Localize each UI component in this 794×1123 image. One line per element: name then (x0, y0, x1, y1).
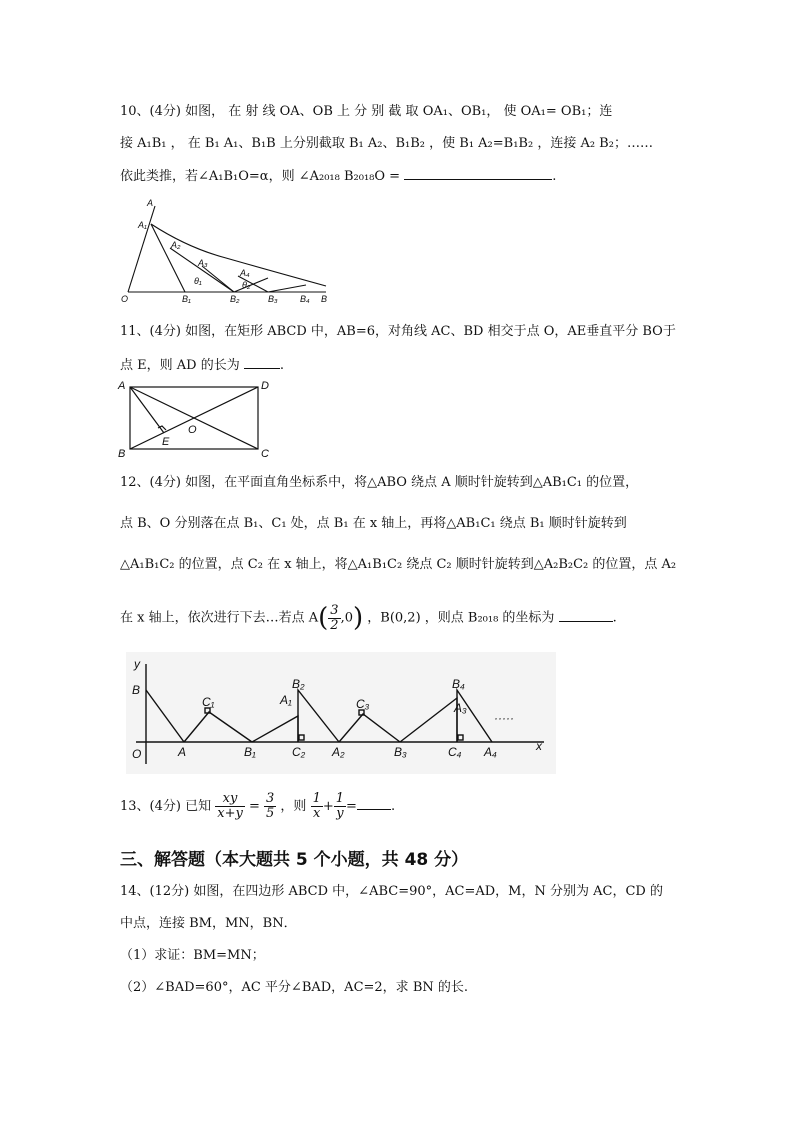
seg-ae (130, 387, 164, 433)
q11-figure (118, 377, 278, 459)
label-b4: B₄ (452, 677, 465, 691)
label-b4: B₄ (300, 294, 310, 304)
label-a1: A₁ (138, 220, 147, 230)
label-c4: C₄ (448, 745, 462, 759)
label-a1: A₁ (280, 693, 292, 707)
label-ellipsis: ····· (494, 711, 514, 725)
q12-fraction: $\frac{3}{2}$ (330, 602, 339, 633)
q13-fraction-1-y: $\frac{1}{y}$ (335, 791, 345, 821)
label-theta2: θ₂ (242, 280, 251, 290)
label-b3: B₃ (394, 745, 407, 759)
label-b: B (132, 683, 141, 697)
q13-fraction-3-5: $\frac{3}{5}$ (266, 791, 275, 821)
q11-text-2: 点 E，则 AD 的长为 (120, 358, 240, 373)
label-b: B (118, 448, 126, 460)
section-title: 三、解答题（本大题共 5 个小题，共 48 分） (120, 850, 469, 870)
q10-number: 10、(4分) (120, 104, 181, 119)
q13-fraction-1-x: $\frac{1}{x}$ (312, 791, 321, 821)
label-a4: A₄ (240, 268, 250, 278)
label-b2: B₂ (292, 677, 305, 691)
q11-period: . (279, 358, 284, 373)
q13-plus: + (322, 799, 334, 814)
q14-part2: （2）∠BAD=60°，AC 平分∠BAD，AC=2，求 BN 的长. (120, 980, 469, 995)
q12-text-4b: ,0 (340, 610, 353, 626)
label-o: O (132, 747, 142, 761)
label-c: C (261, 448, 269, 460)
label-b3: B₃ (268, 294, 278, 304)
q10-answer-blank[interactable] (404, 166, 552, 180)
label-theta1: θ₁ (194, 276, 202, 286)
q11-line2 (120, 355, 284, 375)
label-o: O (188, 424, 197, 436)
q10-text-1: 如图， 在 射 线 OA、OB 上 分 别 截 取 OA₁、OB₁， 使 OA₁= OB₁；连 (185, 104, 613, 119)
q12-figure (126, 652, 556, 774)
label-c2: C₂ (292, 745, 306, 759)
label-b1: B₁ (244, 745, 256, 759)
q13-period: . (390, 799, 396, 814)
label-a3: A₃ (198, 258, 208, 268)
q10-text-3: 依此类推，若∠A₁B₁O=α，则 ∠A₂₀₁₈ B₂₀₁₈O = (120, 169, 401, 184)
q10-figure (118, 198, 338, 306)
label-a: A (178, 745, 187, 759)
q13-line (120, 786, 395, 828)
label-c1: C₁ (202, 695, 215, 709)
ray-oa (128, 206, 155, 292)
q13-equals-2: = (346, 799, 357, 814)
q13-text-a: 13、(4分) 已知 (120, 799, 212, 814)
label-b: B (321, 294, 328, 304)
q10-line2: 接 A₁B₁ ， 在 B₁ A₁、B₁B 上分别截取 B₁ A₂、B₁B₂ ，使 B₁ A₂=B₁B₂ ，连接 A₂ B₂；…… (120, 136, 653, 151)
q12-line3: △A₁B₁C₂ 的位置，点 C₂ 在 x 轴上，将△A₁B₁C₂ 绕点 C₂ 顺时针旋转到△A₂B₂C₂ 的位置，点 A₂ (120, 557, 677, 572)
q13-text-b: ，则 (280, 799, 307, 814)
q10-period: . (552, 169, 557, 184)
q13-fraction-xy: $\frac{xy}{x+y}$ (217, 791, 243, 821)
seg-a2b2 (202, 266, 234, 292)
label-o: O (121, 294, 129, 304)
label-a: A (147, 198, 154, 208)
q11-line1: 11、(4分) 如图，在矩形 ABCD 中，AB=6，对角线 AC、BD 相交于点 O，AE垂直平分 BO于 (120, 324, 676, 339)
label-b2: B₂ (230, 294, 240, 304)
label-c3: C₃ (356, 697, 370, 711)
q14-line2: 中点，连接 BM，MN，BN． (120, 916, 297, 931)
q12-line2: 点 B、O 分别落在点 B₁、C₁ 处，点 B₁ 在 x 轴上，再将△AB₁C₁ 绕点 B₁ 顺时针旋转到 (120, 516, 627, 531)
label-y: y (134, 657, 140, 671)
q11-answer-blank[interactable] (244, 355, 280, 369)
seg-b1a2 (170, 248, 234, 292)
label-a4: A₄ (484, 745, 497, 759)
q13-answer-blank[interactable] (357, 796, 391, 810)
q12-text-4c: ，B(0,2) ，则点 B₂₀₁₈ 的坐标为 (367, 610, 555, 626)
q10-line3 (120, 166, 556, 186)
q14-part1: （1）求证：BM=MN； (120, 948, 265, 963)
q12-line1: 12、(4分) 如图，在平面直角坐标系中，将△ABO 绕点 A 顺时针旋转到△AB₁C₁ 的位置， (120, 475, 639, 490)
q12-line4: 在 x 轴上，依次进行下去…若点 A( $\frac{3}{2}$ ,0) ，B(0,2) ，则点 B₂₀₁₈ 的坐标为 . (120, 602, 617, 633)
q12-period: . (612, 610, 617, 626)
label-d: D (261, 380, 269, 392)
label-a: A (118, 380, 126, 392)
q10-line1 (120, 103, 612, 121)
label-b1: B₁ (182, 294, 191, 304)
label-a3: A₃ (454, 701, 467, 715)
label-a2: A₂ (171, 240, 181, 250)
label-x: x (536, 739, 542, 753)
seg-b3a4 (268, 285, 306, 292)
q14-line1: 14、(12分) 如图，在四边形 ABCD 中，∠ABC=90°，AC=AD，M，N 分别为 AC，CD 的 (120, 884, 663, 899)
label-e: E (162, 436, 170, 448)
q13-equals: = (248, 799, 260, 814)
label-a2: A₂ (332, 745, 345, 759)
q12-answer-blank[interactable] (559, 608, 613, 622)
q12-text-4a: 在 x 轴上，依次进行下去…若点 A (120, 610, 319, 626)
